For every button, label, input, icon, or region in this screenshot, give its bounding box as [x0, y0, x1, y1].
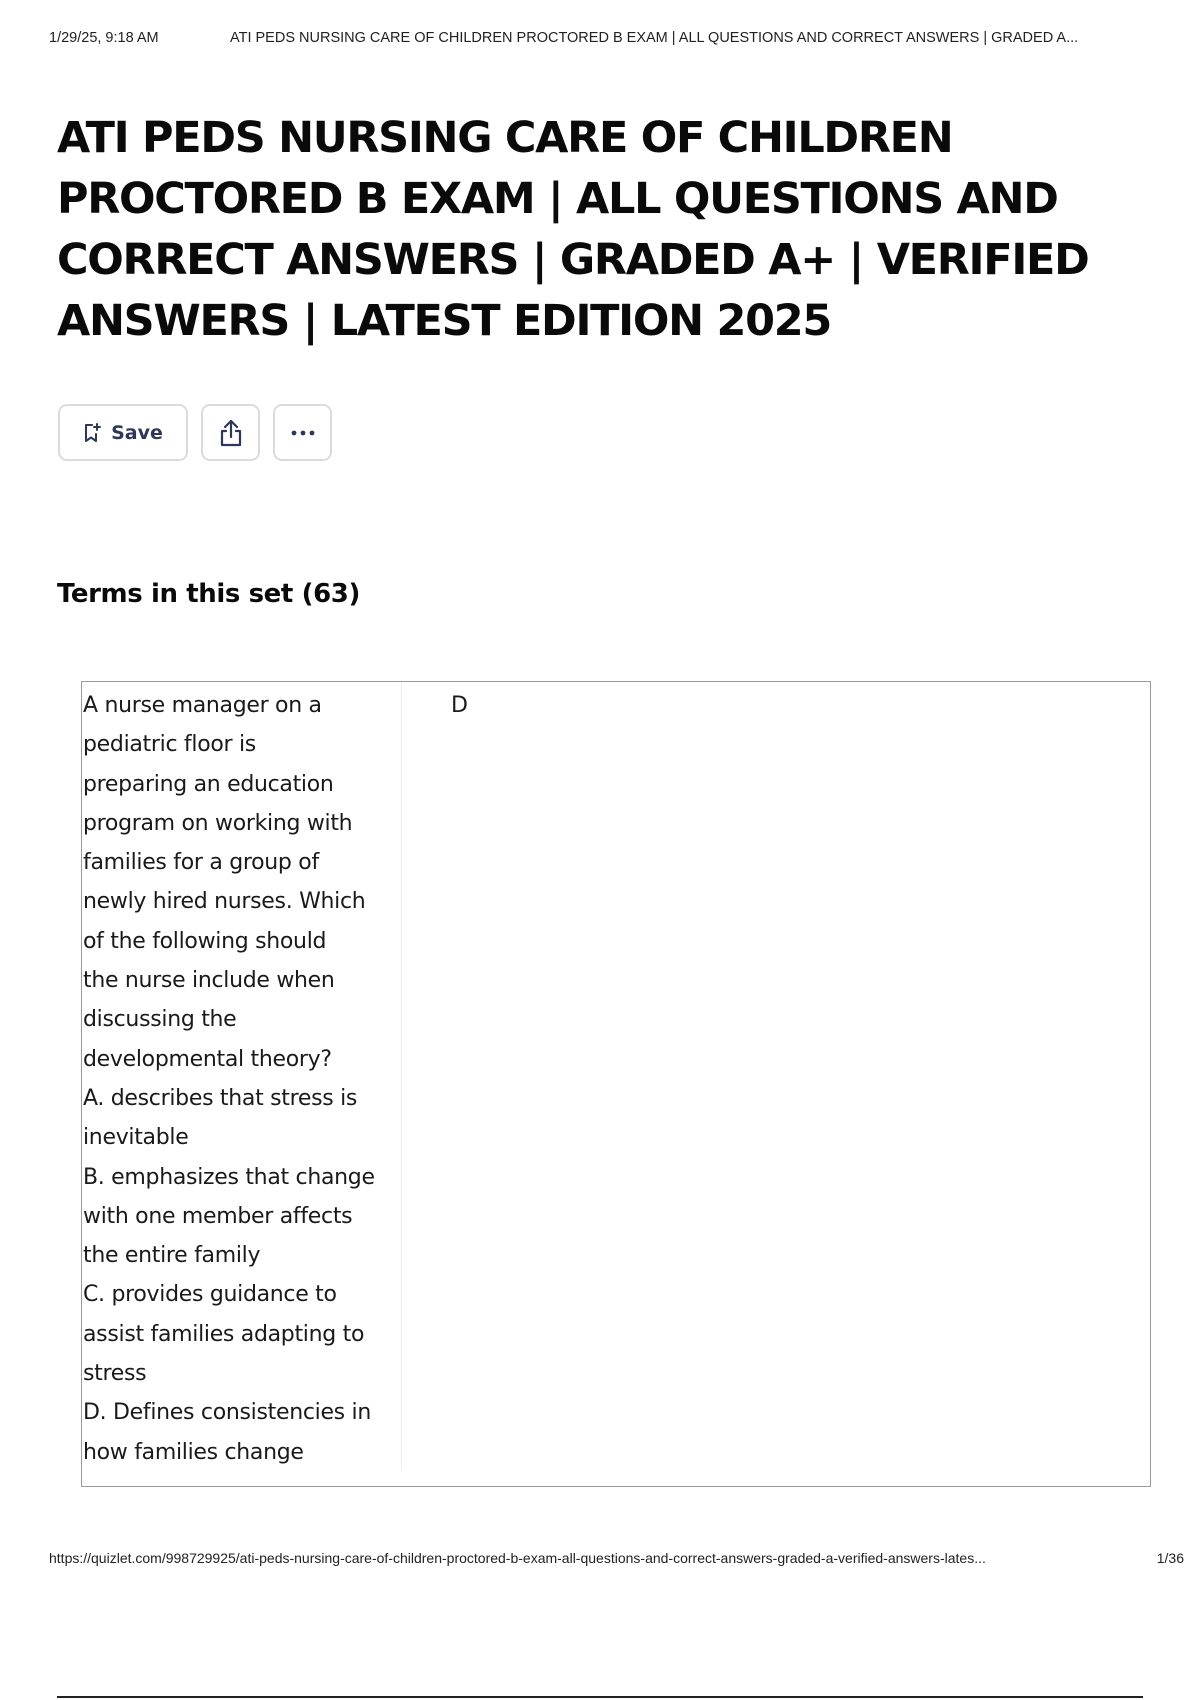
print-url: https://quizlet.com/998729925/ati-peds-nursing-care-of-children-proctored-b-exam-all-questions-and-correct-answers-graded-a-verified-answers-lates... [49, 1550, 986, 1566]
print-doc-title: ATI PEDS NURSING CARE OF CHILDREN PROCTORED B EXAM | ALL QUESTIONS AND CORRECT ANSWERS | GRADED A... [230, 30, 1079, 46]
action-bar [58, 404, 332, 461]
more-horizontal-icon [289, 429, 317, 437]
more-options-button[interactable] [273, 404, 332, 461]
term-text: A nurse manager on a pediatric floor is preparing an education program on working with families for a group of newly hired nurses. Which of the following should the nurse include when discussing the developmental theory? A. describes that stress is inevitable B. emphasizes that change with one member affects the entire family C. provides guidance to assist families adapting to stress D. Defines consistencies in how families change [83, 693, 375, 1465]
bottom-divider [57, 1696, 1143, 1698]
page-title: ATI PEDS NURSING CARE OF CHILDREN PROCTORED B EXAM | ALL QUESTIONS AND CORRECT ANSWERS | GRADED A+ | VERIFIED ANSWERS | LATEST EDITION 2025 [57, 113, 1089, 346]
term-card [81, 681, 1151, 1487]
print-footer [49, 1550, 1184, 1570]
print-header [49, 30, 1172, 50]
term-definition: D [451, 693, 468, 718]
term-card-divider [401, 682, 402, 1470]
save-button-label: Save [111, 421, 163, 444]
share-icon [217, 418, 245, 448]
save-button[interactable] [58, 404, 188, 461]
share-button[interactable] [201, 404, 260, 461]
bookmark-add-icon [83, 423, 101, 443]
print-datetime: 1/29/25, 9:18 AM [49, 30, 159, 46]
terms-heading: Terms in this set (63) [57, 579, 360, 609]
print-page-number: 1/36 [1156, 1550, 1184, 1566]
